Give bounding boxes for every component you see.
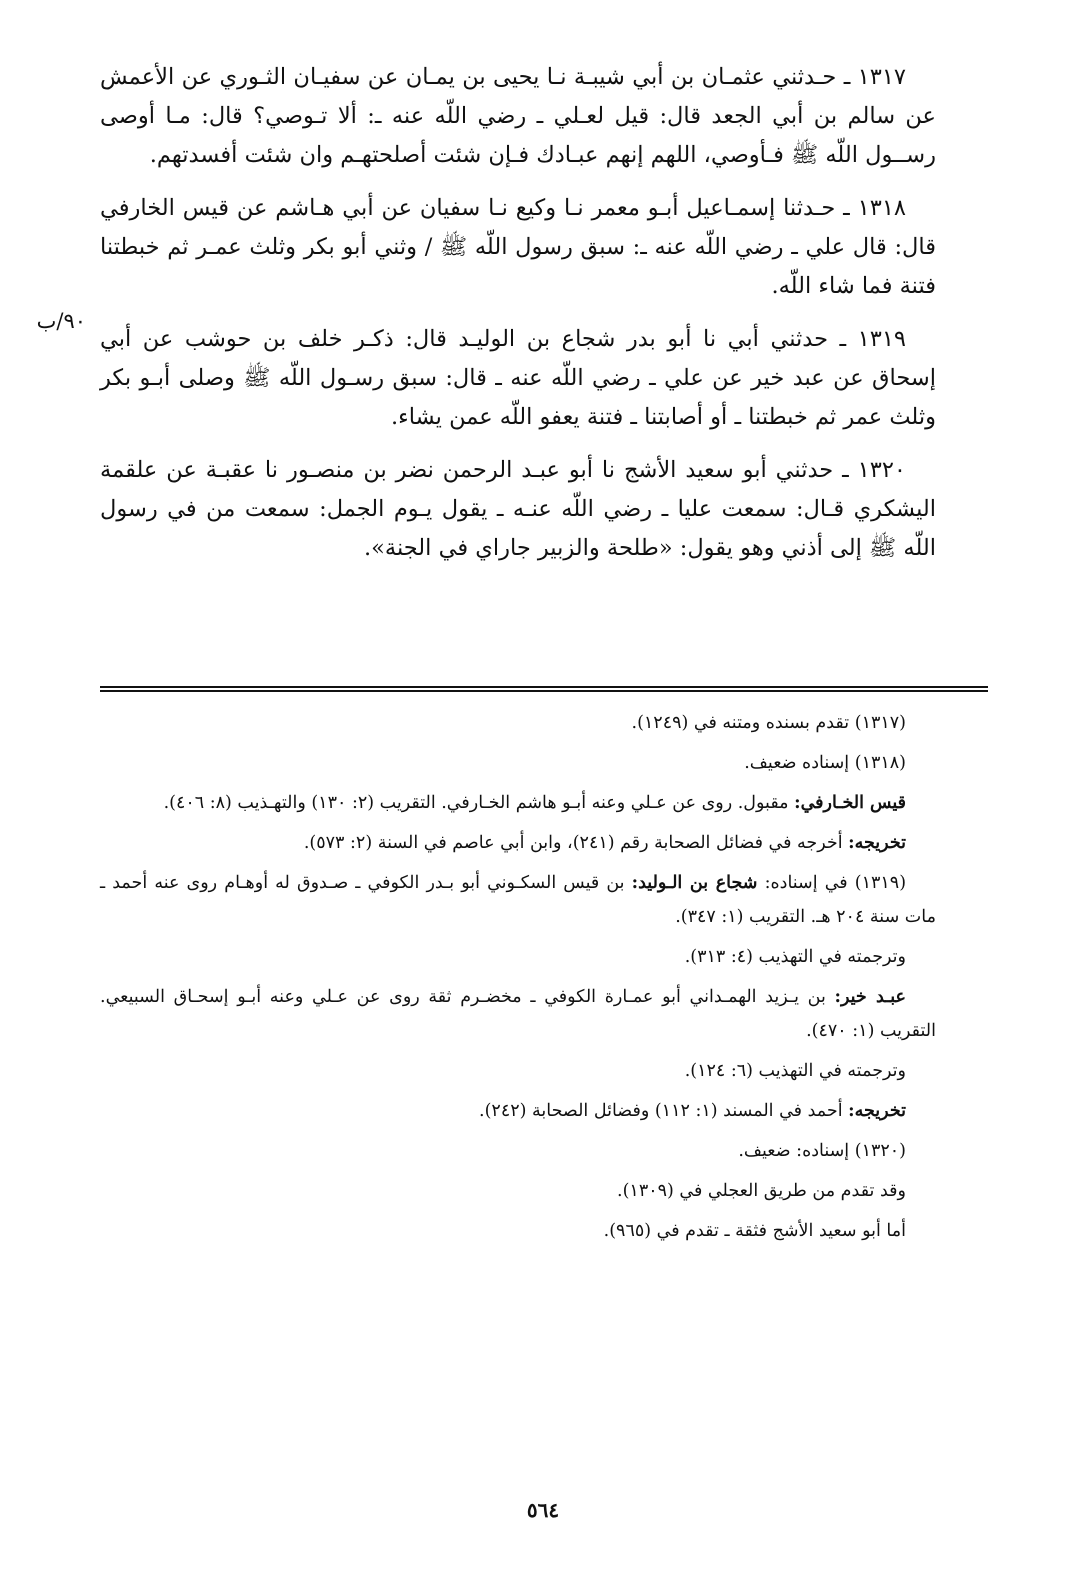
footnote-text: أخرجه في فضائل الصحابة رقم (٢٤١)، وابن أبي عاصم في السنة (٢: ٥٧٣). bbox=[303, 833, 849, 853]
hadith-1320 bbox=[100, 451, 936, 568]
footnote-term: قيس الخـارفي: bbox=[794, 793, 906, 813]
footnote-text: (١٣١٩) في إسناده: bbox=[757, 873, 907, 893]
hadith-number: ١٣٢٠ bbox=[857, 457, 906, 483]
main-text-block bbox=[100, 58, 936, 582]
footnote-term: عبـد خير: bbox=[834, 987, 906, 1007]
hadith-text: ـ حـدثنا إسمـاعيل أبـو معمر نـا وكيع نـا سفيان عن أبي هـاشم عن قيس الخارفي قال: قال علي ـ رضي اللّه عنه ـ: سبق رسول اللّه ﷺ / وثني أبو بكر وثلث عمـر ثم خبطتنا فتنة فما شاء اللّه. bbox=[100, 195, 936, 299]
footnotes-block bbox=[100, 706, 936, 1254]
manuscript-folio-marker: ٩٠/ب bbox=[36, 309, 86, 333]
footnote-divider bbox=[100, 686, 988, 692]
footnote-text: بن يـزيد الهمـداني أبو عمـارة الكوفي ـ مخضـرم ثقة روى عن عـلي وعنه أبـو إسحـاق السبيعي. التقريب (١: ٤٧٠). bbox=[100, 987, 936, 1041]
footnote bbox=[100, 786, 936, 820]
footnote-term: تخريجه: bbox=[848, 1101, 906, 1121]
footnote: (١٣١٧) تقدم بسنده ومتنه في (١٢٤٩). bbox=[631, 713, 906, 733]
page-number: ٥٦٤ bbox=[526, 1498, 560, 1522]
hadith-text: ـ حدثني أبي نا أبو بدر شجاع بن الوليـد قال: ذكـر خلف بن حوشب عن أبي إسحاق عن عبد خير عن علي ـ رضي اللّه عنه ـ قال: سبق رسـول اللّه ﷺ وصلى أبـو بكر وثلث عمر ثم خبطتنا ـ أو أصابتنا ـ فتنة يعفو اللّه عمن يشاء. bbox=[100, 326, 936, 430]
footnote bbox=[100, 980, 936, 1048]
footnote-text: بن قيس السكـوني أبو بـدر الكوفي ـ صـدوق له أوهـام روى عنه أحمد ـ مات سنة ٢٠٤ هـ. التقريب (١: ٣٤٧). bbox=[100, 873, 936, 927]
hadith-text: ـ حـدثني عثمـان بن أبي شيبـة نـا يحيى بن يمـان عن سفيـان الثـوري عن الأعمش عن سالم بن أبي الجعد قال: قيل لعـلي ـ رضي اللّه عنه ـ: ألا تـوصي؟ قال: مـا أوصى رســول اللّه ﷺ فـأوصي، اللهم إنهم عبـادك فـإن شئت أصلحتهـم وان شئت أفسدتهم. bbox=[100, 64, 936, 168]
footnote: وقد تقدم من طريق العجلي في (١٣٠٩). bbox=[617, 1181, 906, 1201]
footnote-term: تخريجه: bbox=[848, 833, 906, 853]
footnote-text: أحمد في المسند (١: ١١٢) وفضائل الصحابة (٢٤٢). bbox=[479, 1101, 849, 1121]
footnote bbox=[100, 866, 936, 934]
hadith-1318 bbox=[100, 189, 936, 306]
hadith-number: ١٣١٧ bbox=[857, 64, 906, 90]
hadith-1319 bbox=[100, 320, 936, 437]
footnote: أما أبو سعيد الأشج فثقة ـ تقدم في (٩٦٥). bbox=[603, 1221, 906, 1241]
footnote-text: مقبول. روى عن عـلي وعنه أبـو هاشم الخـارفي. التقريب (٢: ١٣٠) والتهـذيب (٨: ٤٠٦). bbox=[163, 793, 795, 813]
footnote: (١٣٢٠) إسناده: ضعيف. bbox=[738, 1141, 906, 1161]
footnote bbox=[100, 1094, 936, 1128]
footnote: وترجمته في التهذيب (٦: ١٢٤). bbox=[684, 1061, 906, 1081]
footnote: (١٣١٨) إسناده ضعيف. bbox=[744, 753, 906, 773]
hadith-number: ١٣١٩ bbox=[857, 326, 906, 352]
footnote bbox=[100, 826, 936, 860]
hadith-number: ١٣١٨ bbox=[857, 195, 906, 221]
footnote-term: شجاع بن الـوليد: bbox=[631, 873, 758, 893]
hadith-1317 bbox=[100, 58, 936, 175]
footnote: وترجمته في التهذيب (٤: ٣١٣). bbox=[684, 947, 906, 967]
hadith-text: ـ حدثني أبو سعيد الأشج نا أبو عبـد الرحمن نضر بن منصـور نا عقبـة عن علقمة اليشكري قـال: سمعت عليا ـ رضي اللّه عنـه ـ يقول يـوم الجمل: سمعت من في رسول اللّه ﷺ إلى أذني وهو يقول: «طلحة والزبير جاراي في الجنة». bbox=[100, 457, 936, 561]
